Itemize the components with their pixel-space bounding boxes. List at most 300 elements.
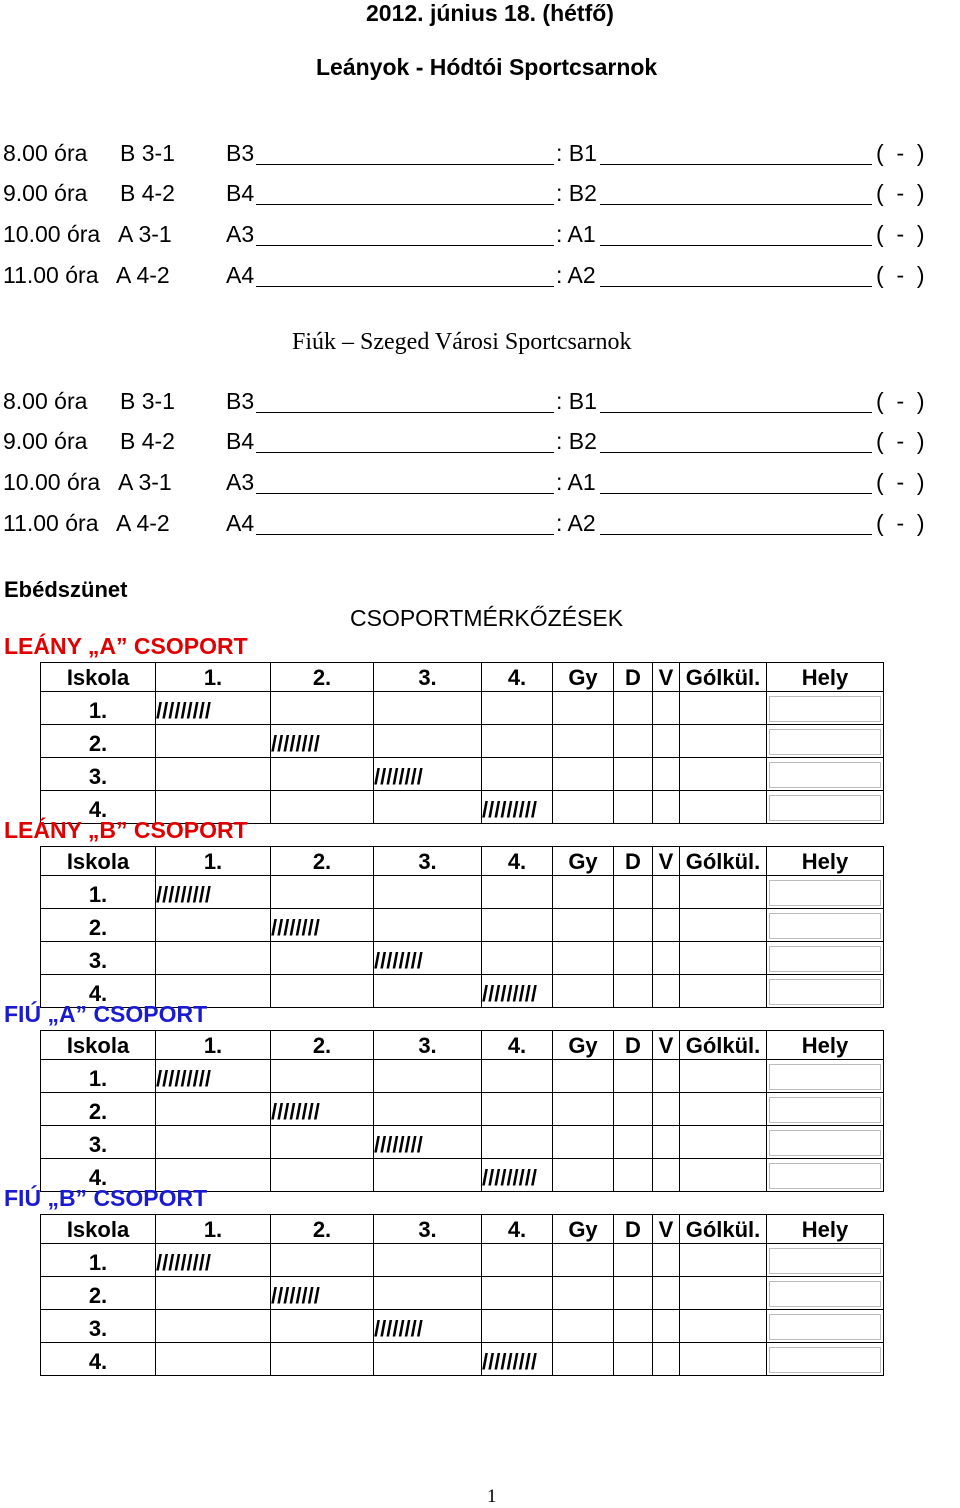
match-code: B 3-1: [120, 388, 175, 414]
result-cell[interactable]: [271, 692, 374, 725]
result-cell[interactable]: [553, 692, 614, 725]
result-cell[interactable]: [614, 1310, 653, 1343]
result-cell[interactable]: [614, 1277, 653, 1310]
match-code: A 3-1: [118, 469, 172, 495]
result-cell[interactable]: [653, 1060, 680, 1093]
school-number: 3.: [41, 758, 156, 791]
away-score-line: [600, 164, 872, 165]
group-title: FIÚ „B” CSOPORT: [4, 1185, 208, 1211]
away-team: : B2: [556, 180, 597, 206]
result-cell[interactable]: [156, 1343, 271, 1376]
school-number: 4.: [41, 975, 156, 1008]
school-number: 3.: [41, 1310, 156, 1343]
self-match-mark: /////////: [156, 1244, 271, 1277]
result-cell[interactable]: [271, 1060, 374, 1093]
self-match-mark: /////////: [156, 1060, 271, 1093]
column-header: 3.: [374, 847, 482, 876]
result-cell[interactable]: [653, 1159, 680, 1192]
away-score-line: [600, 452, 872, 453]
place-cell: [767, 791, 884, 824]
result-cell[interactable]: [680, 1093, 767, 1126]
place-box[interactable]: [769, 1314, 881, 1340]
match-code: A 3-1: [118, 221, 172, 247]
home-score-line: [256, 452, 554, 453]
result-cell[interactable]: [680, 1277, 767, 1310]
place-cell: [767, 1060, 884, 1093]
column-header: Iskola: [41, 663, 156, 692]
match-time: 10.00 óra: [3, 221, 101, 247]
school-number: 2.: [41, 1093, 156, 1126]
home-score-line: [256, 164, 554, 165]
result-cell[interactable]: [482, 1093, 553, 1126]
home-team: A3: [226, 221, 255, 247]
self-match-mark: /////////: [482, 1159, 553, 1192]
column-header: D: [614, 847, 653, 876]
self-match-mark: /////////: [156, 876, 271, 909]
result-cell[interactable]: [156, 909, 271, 942]
school-number: 3.: [41, 942, 156, 975]
place-box[interactable]: [769, 1347, 881, 1373]
away-team: : B2: [556, 428, 597, 454]
result-cell[interactable]: [614, 909, 653, 942]
result-cell[interactable]: [680, 1310, 767, 1343]
result-cell[interactable]: [553, 791, 614, 824]
result-cell[interactable]: [680, 725, 767, 758]
column-header: Hely: [767, 663, 884, 692]
result-cell[interactable]: [680, 1126, 767, 1159]
table-row: [41, 758, 884, 791]
result-cell[interactable]: [680, 791, 767, 824]
column-header: V: [653, 847, 680, 876]
table-header-row: [41, 847, 884, 876]
result-cell[interactable]: [482, 1310, 553, 1343]
result-cell[interactable]: [482, 876, 553, 909]
table-row: [41, 1093, 884, 1126]
self-match-mark: ////////: [271, 909, 374, 942]
column-header: 1.: [156, 847, 271, 876]
match-code: A 4-2: [116, 262, 170, 288]
place-cell: [767, 1343, 884, 1376]
column-header: Gólkül.: [680, 847, 767, 876]
home-score-line: [256, 412, 554, 413]
boys-venue-heading: Fiúk – Szeged Városi Sportcsarnok: [292, 329, 632, 355]
result-cell[interactable]: [374, 791, 482, 824]
column-header: Gy: [553, 663, 614, 692]
result-cell[interactable]: [553, 1126, 614, 1159]
result-cell[interactable]: [653, 1277, 680, 1310]
school-number: 1.: [41, 1244, 156, 1277]
home-team: A4: [226, 510, 255, 536]
result-cell[interactable]: [653, 791, 680, 824]
column-header: V: [653, 1215, 680, 1244]
place-cell: [767, 909, 884, 942]
school-number: 2.: [41, 909, 156, 942]
lunch-break: Ebédszünet: [4, 577, 128, 602]
result-cell[interactable]: [680, 1060, 767, 1093]
column-header: V: [653, 1031, 680, 1060]
column-header: Iskola: [41, 1215, 156, 1244]
place-box[interactable]: [769, 1064, 881, 1090]
place-cell: [767, 1126, 884, 1159]
home-score-line: [256, 286, 554, 287]
place-cell: [767, 725, 884, 758]
result-cell[interactable]: [614, 876, 653, 909]
result-cell[interactable]: [680, 1159, 767, 1192]
result-cell[interactable]: [653, 1244, 680, 1277]
column-header: 2.: [271, 1031, 374, 1060]
match-result: ( - ): [876, 262, 925, 288]
school-number: 1.: [41, 1060, 156, 1093]
place-box[interactable]: [769, 1097, 881, 1123]
result-cell[interactable]: [553, 876, 614, 909]
result-cell[interactable]: [553, 758, 614, 791]
result-cell[interactable]: [614, 692, 653, 725]
result-cell[interactable]: [374, 1277, 482, 1310]
column-header: Gólkül.: [680, 663, 767, 692]
table-row: [41, 1277, 884, 1310]
result-cell[interactable]: [680, 758, 767, 791]
self-match-mark: /////////: [482, 791, 553, 824]
place-cell: [767, 1310, 884, 1343]
match-result: ( - ): [876, 469, 925, 495]
place-box[interactable]: [769, 762, 881, 788]
result-cell[interactable]: [374, 1093, 482, 1126]
result-cell[interactable]: [271, 1310, 374, 1343]
table-row: [41, 909, 884, 942]
result-cell[interactable]: [271, 1159, 374, 1192]
result-cell[interactable]: [482, 1126, 553, 1159]
column-header: 2.: [271, 1215, 374, 1244]
self-match-mark: /////////: [482, 975, 553, 1008]
group-matches-title: CSOPORTMÉRKŐZÉSEK: [350, 605, 624, 631]
home-score-line: [256, 534, 554, 535]
table-header-row: [41, 1215, 884, 1244]
self-match-mark: ////////: [374, 1310, 482, 1343]
home-team: A4: [226, 262, 255, 288]
self-match-mark: /////////: [156, 692, 271, 725]
home-team: A3: [226, 469, 255, 495]
column-header: Hely: [767, 847, 884, 876]
place-cell: [767, 692, 884, 725]
result-cell[interactable]: [271, 975, 374, 1008]
place-cell: [767, 942, 884, 975]
match-result: ( - ): [876, 428, 925, 454]
away-team: : A1: [556, 469, 596, 495]
column-header: Gólkül.: [680, 1215, 767, 1244]
match-time: 8.00 óra: [3, 140, 88, 166]
school-number: 2.: [41, 1277, 156, 1310]
result-cell[interactable]: [553, 1159, 614, 1192]
girls-venue-heading: Leányok - Hódtói Sportcsarnok: [316, 54, 658, 80]
match-result: ( - ): [876, 140, 925, 166]
result-cell[interactable]: [680, 1343, 767, 1376]
table-row: [41, 1343, 884, 1376]
match-time: 9.00 óra: [3, 180, 88, 206]
away-team: : A2: [556, 262, 596, 288]
match-result: ( - ): [876, 180, 925, 206]
result-cell[interactable]: [374, 876, 482, 909]
table-row: [41, 876, 884, 909]
result-cell[interactable]: [614, 1159, 653, 1192]
away-team: : A1: [556, 221, 596, 247]
result-cell[interactable]: [553, 1093, 614, 1126]
result-cell[interactable]: [271, 791, 374, 824]
column-header: V: [653, 663, 680, 692]
table-row: [41, 725, 884, 758]
match-time: 8.00 óra: [3, 388, 88, 414]
column-header: 4.: [482, 847, 553, 876]
self-match-mark: ////////: [271, 725, 374, 758]
result-cell[interactable]: [553, 1310, 614, 1343]
self-match-mark: ////////: [271, 1093, 374, 1126]
group-table: [40, 1030, 884, 1192]
result-cell[interactable]: [653, 876, 680, 909]
result-cell[interactable]: [553, 725, 614, 758]
away-team: : A2: [556, 510, 596, 536]
table-header-row: [41, 1031, 884, 1060]
result-cell[interactable]: [553, 1244, 614, 1277]
school-number: 1.: [41, 876, 156, 909]
match-code: B 3-1: [120, 140, 175, 166]
home-team: B4: [226, 428, 255, 454]
self-match-mark: /////////: [482, 1343, 553, 1376]
result-cell[interactable]: [374, 1159, 482, 1192]
place-cell: [767, 876, 884, 909]
place-box[interactable]: [769, 979, 881, 1005]
column-header: Iskola: [41, 1031, 156, 1060]
column-header: Gólkül.: [680, 1031, 767, 1060]
result-cell[interactable]: [680, 975, 767, 1008]
result-cell[interactable]: [653, 909, 680, 942]
result-cell[interactable]: [482, 692, 553, 725]
date-heading: 2012. június 18. (hétfő): [366, 0, 614, 26]
column-header: 3.: [374, 1031, 482, 1060]
result-cell[interactable]: [653, 1310, 680, 1343]
result-cell[interactable]: [614, 725, 653, 758]
home-team: B4: [226, 180, 255, 206]
result-cell[interactable]: [374, 725, 482, 758]
result-cell[interactable]: [156, 942, 271, 975]
column-header: 1.: [156, 1215, 271, 1244]
place-box[interactable]: [769, 1281, 881, 1307]
result-cell[interactable]: [271, 1126, 374, 1159]
result-cell[interactable]: [553, 909, 614, 942]
result-cell[interactable]: [482, 1244, 553, 1277]
result-cell[interactable]: [156, 1310, 271, 1343]
result-cell[interactable]: [653, 1093, 680, 1126]
match-time: 11.00 óra: [3, 262, 99, 288]
result-cell[interactable]: [156, 1126, 271, 1159]
school-number: 3.: [41, 1126, 156, 1159]
result-cell[interactable]: [653, 725, 680, 758]
result-cell[interactable]: [680, 942, 767, 975]
result-cell[interactable]: [614, 791, 653, 824]
place-box[interactable]: [769, 946, 881, 972]
result-cell[interactable]: [482, 1277, 553, 1310]
result-cell[interactable]: [374, 975, 482, 1008]
away-score-line: [600, 534, 872, 535]
column-header: 3.: [374, 663, 482, 692]
away-team: : B1: [556, 140, 597, 166]
table-header-row: [41, 663, 884, 692]
column-header: 2.: [271, 847, 374, 876]
result-cell[interactable]: [653, 1126, 680, 1159]
match-code: B 4-2: [120, 428, 175, 454]
result-cell[interactable]: [156, 758, 271, 791]
column-header: 4.: [482, 1215, 553, 1244]
result-cell[interactable]: [482, 909, 553, 942]
school-number: 2.: [41, 725, 156, 758]
column-header: 4.: [482, 1031, 553, 1060]
table-row: [41, 1310, 884, 1343]
result-cell[interactable]: [614, 975, 653, 1008]
table-row: [41, 1060, 884, 1093]
place-box[interactable]: [769, 913, 881, 939]
result-cell[interactable]: [156, 1277, 271, 1310]
result-cell[interactable]: [156, 1093, 271, 1126]
result-cell[interactable]: [614, 758, 653, 791]
column-header: 1.: [156, 1031, 271, 1060]
away-score-line: [600, 493, 872, 494]
group-title: LEÁNY „B” CSOPORT: [4, 817, 248, 843]
school-number: 4.: [41, 1343, 156, 1376]
match-code: B 4-2: [120, 180, 175, 206]
group-table: [40, 846, 884, 1008]
column-header: Iskola: [41, 847, 156, 876]
self-match-mark: ////////: [374, 1126, 482, 1159]
place-cell: [767, 1159, 884, 1192]
home-score-line: [256, 493, 554, 494]
match-result: ( - ): [876, 388, 925, 414]
column-header: 2.: [271, 663, 374, 692]
result-cell[interactable]: [653, 758, 680, 791]
result-cell[interactable]: [680, 692, 767, 725]
away-score-line: [600, 245, 872, 246]
result-cell[interactable]: [614, 1060, 653, 1093]
result-cell[interactable]: [374, 1244, 482, 1277]
place-box[interactable]: [769, 795, 881, 821]
result-cell[interactable]: [614, 1244, 653, 1277]
page-number: 1: [487, 1486, 497, 1507]
place-cell: [767, 758, 884, 791]
match-time: 10.00 óra: [3, 469, 101, 495]
match-code: A 4-2: [116, 510, 170, 536]
result-cell[interactable]: [614, 1093, 653, 1126]
match-result: ( - ): [876, 221, 925, 247]
result-cell[interactable]: [653, 975, 680, 1008]
place-cell: [767, 1277, 884, 1310]
away-score-line: [600, 204, 872, 205]
result-cell[interactable]: [653, 692, 680, 725]
result-cell[interactable]: [374, 909, 482, 942]
result-cell[interactable]: [374, 692, 482, 725]
result-cell[interactable]: [653, 942, 680, 975]
column-header: Gy: [553, 847, 614, 876]
home-score-line: [256, 245, 554, 246]
result-cell[interactable]: [271, 876, 374, 909]
match-time: 9.00 óra: [3, 428, 88, 454]
result-cell[interactable]: [271, 758, 374, 791]
home-team: B3: [226, 388, 255, 414]
result-cell[interactable]: [653, 1343, 680, 1376]
place-box[interactable]: [769, 1163, 881, 1189]
group-title: LEÁNY „A” CSOPORT: [4, 633, 248, 659]
place-box[interactable]: [769, 729, 881, 755]
match-time: 11.00 óra: [3, 510, 99, 536]
column-header: Gy: [553, 1215, 614, 1244]
school-number: 4.: [41, 791, 156, 824]
column-header: 4.: [482, 663, 553, 692]
result-cell[interactable]: [271, 1244, 374, 1277]
match-result: ( - ): [876, 510, 925, 536]
result-cell[interactable]: [482, 1060, 553, 1093]
result-cell[interactable]: [374, 1060, 482, 1093]
away-score-line: [600, 412, 872, 413]
result-cell[interactable]: [156, 725, 271, 758]
table-row: [41, 1244, 884, 1277]
column-header: Hely: [767, 1031, 884, 1060]
place-cell: [767, 975, 884, 1008]
result-cell[interactable]: [482, 725, 553, 758]
column-header: Gy: [553, 1031, 614, 1060]
place-cell: [767, 1244, 884, 1277]
result-cell[interactable]: [614, 1343, 653, 1376]
away-team: : B1: [556, 388, 597, 414]
home-score-line: [256, 204, 554, 205]
self-match-mark: ////////: [374, 942, 482, 975]
home-team: B3: [226, 140, 255, 166]
result-cell[interactable]: [553, 1060, 614, 1093]
column-header: D: [614, 1031, 653, 1060]
school-number: 4.: [41, 1159, 156, 1192]
place-box[interactable]: [769, 696, 881, 722]
result-cell[interactable]: [553, 1277, 614, 1310]
table-row: [41, 1126, 884, 1159]
group-table: [40, 1214, 884, 1376]
result-cell[interactable]: [680, 1244, 767, 1277]
result-cell[interactable]: [680, 876, 767, 909]
column-header: Hely: [767, 1215, 884, 1244]
result-cell[interactable]: [553, 975, 614, 1008]
result-cell[interactable]: [614, 942, 653, 975]
result-cell[interactable]: [680, 909, 767, 942]
place-box[interactable]: [769, 1130, 881, 1156]
place-box[interactable]: [769, 1248, 881, 1274]
column-header: 3.: [374, 1215, 482, 1244]
result-cell[interactable]: [271, 1343, 374, 1376]
table-row: [41, 942, 884, 975]
school-number: 1.: [41, 692, 156, 725]
result-cell[interactable]: [271, 942, 374, 975]
table-row: [41, 692, 884, 725]
result-cell[interactable]: [614, 1126, 653, 1159]
column-header: D: [614, 1215, 653, 1244]
place-cell: [767, 1093, 884, 1126]
group-title: FIÚ „A” CSOPORT: [4, 1001, 208, 1027]
result-cell[interactable]: [482, 942, 553, 975]
result-cell[interactable]: [553, 942, 614, 975]
self-match-mark: ////////: [374, 758, 482, 791]
away-score-line: [600, 286, 872, 287]
result-cell[interactable]: [482, 758, 553, 791]
group-table: [40, 662, 884, 824]
place-box[interactable]: [769, 880, 881, 906]
result-cell[interactable]: [374, 1343, 482, 1376]
self-match-mark: ////////: [271, 1277, 374, 1310]
column-header: 1.: [156, 663, 271, 692]
result-cell[interactable]: [553, 1343, 614, 1376]
column-header: D: [614, 663, 653, 692]
